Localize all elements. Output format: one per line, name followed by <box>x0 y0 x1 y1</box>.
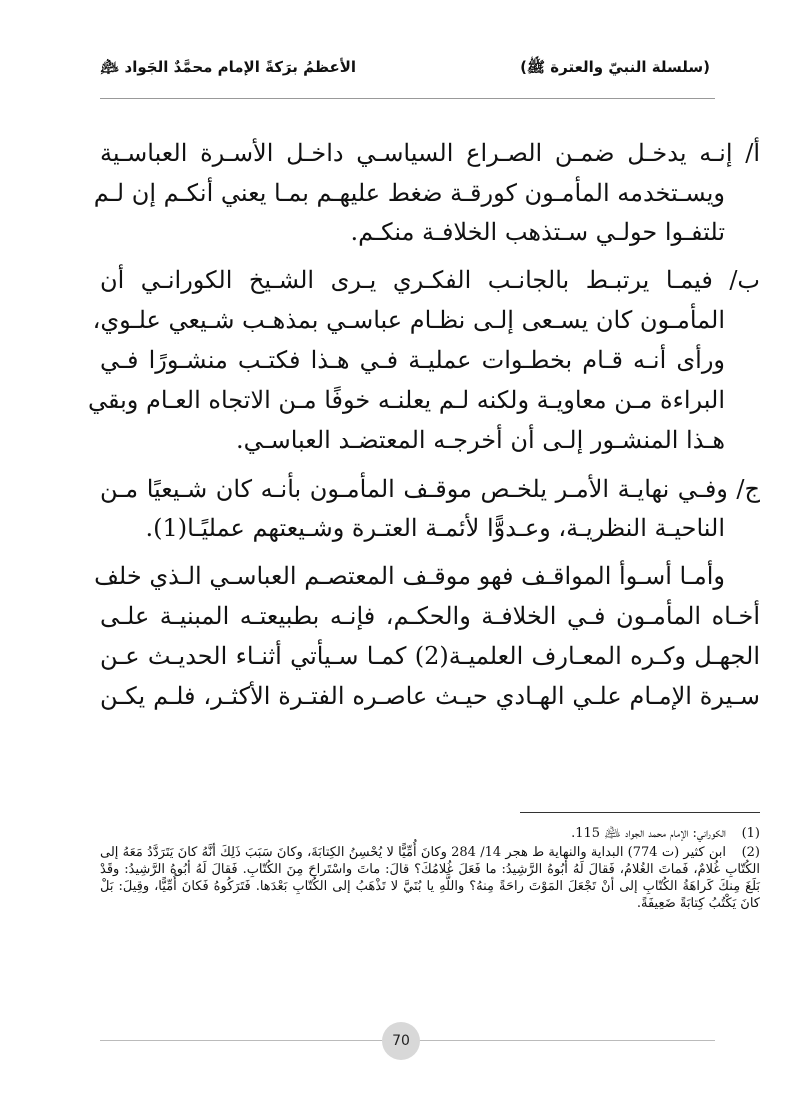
body-line: ويسـتخدمه المأمـون كورقـة ضغط عليهـم بمـا يعني أنكـم إن لـم <box>93 179 725 207</box>
footnote-text: ابن كثير (ت 774) البداية والنهاية ط هجر 14/ 284 وكانَ أُمِّيًّا لا يُحْسِنُ الكِتابَةَ، وكانَ سَبَبَ ذَلِكَ أنَّهُ كانَ يَتَرَدَّدُ مَعَهُ إلى الكُتّابِ غُلامٌ، فَماتَ الغُلامُ، فَقالَ لَهُ أبُوهُ الرَّشِيدُ: ما فَعَلَ غُلامُكَ؟ قالَ: ماتَ واسْتَراحَ مِنَ الكُتّابِ. فَقالَ لَهُ أبُوهُ الرَّشِيدُ: وقَدْ بَلَغَ مِنكَ كَراهَةُ الكُتّابِ إلى أنْ تَجْعَلَ المَوْتَ راحَةً مِنهُ؟ واللَّهِ يا بُنَيَّ لا تَذْهَبُ إلى الكُتّابِ بَعْدَها. فَتَرَكُوهُ فَكانَ أُمِّيًّا، وقِيلَ: بَلْ كانَ يَكْتُبُ كِتابَةً ضَعِيفَةً. <box>100 845 760 911</box>
series-title: (سلسلة النبيّ والعترة ﷺ) <box>520 58 710 76</box>
body-line: ب/ فيمـا يرتبـط بالجانـب الفكـري يـرى الشـيخ الكورانـي أن <box>100 266 760 294</box>
body-line: وأمـا أسـوأ المواقـف فهو موقـف المعتصـم العباسـي الـذي خلف <box>94 562 725 590</box>
body-line: هـذا المنشـور إلـى أن أخرجـه المعتضـد العباسـي. <box>235 426 725 454</box>
footnote-number: (2) <box>741 845 760 860</box>
body-line: تلتفـوا حولـي سـتذهب الخلافـة منكـم. <box>350 218 725 246</box>
page-number: 70 <box>382 1022 420 1060</box>
body-line: البراءة مـن معاويـة ولكنه لـم يعلنـه خوفًا مـن الاتجاه العـام وبقي <box>87 386 725 414</box>
header-rule <box>100 98 715 99</box>
footnote-text: الكوراني: الإمام محمد الجواد ﵇ 115. <box>571 826 726 841</box>
body-line: سـيرة الإمـام علـي الهـادي حيـث عاصـره الفتـرة الأكثـر، فلـم يكـن <box>100 682 760 710</box>
body-line: ورأى أنـه قـام بخطـوات عمليـة فـي هـذا فكتـب منشـورًا فـي <box>100 346 725 374</box>
footnote-1 <box>100 825 760 842</box>
body-line: الجهـل وكـره المعـارف العلميـة(2) كمـا سـيأتي أثنـاء الحديـث عـن <box>100 642 760 670</box>
footnote-2 <box>100 844 760 912</box>
book-title: الأعظمُ برَكةً الإمام محمَّدٌ الجَواد ﵇ <box>100 58 357 76</box>
footnote-number: (1) <box>741 826 760 841</box>
running-header <box>100 58 710 88</box>
footnote-rule <box>520 812 760 813</box>
body-line: أ/ إنـه يدخـل ضمـن الصـراع السياسـي داخـل الأسـرة العباسـية <box>100 139 760 167</box>
body-line: ج/ وفـي نهايـة الأمـر يلخـص موقـف المأمـون بأنـه كان شـيعيًا مـن <box>100 475 760 503</box>
body-line: الناحيـة النظريـة، وعـدوًّا لأئمـة العتـرة وشـيعتهم عمليًـا(1). <box>145 514 725 542</box>
body-line: أخـاه المأمـون فـي الخلافـة والحكـم، فإنـه بطبيعتـه المبنيـة علـى <box>100 602 760 630</box>
body-line: المأمـون كان يسـعى إلـى نظـام عباسـي بمذهـب شـيعي علـوي، <box>92 306 725 334</box>
